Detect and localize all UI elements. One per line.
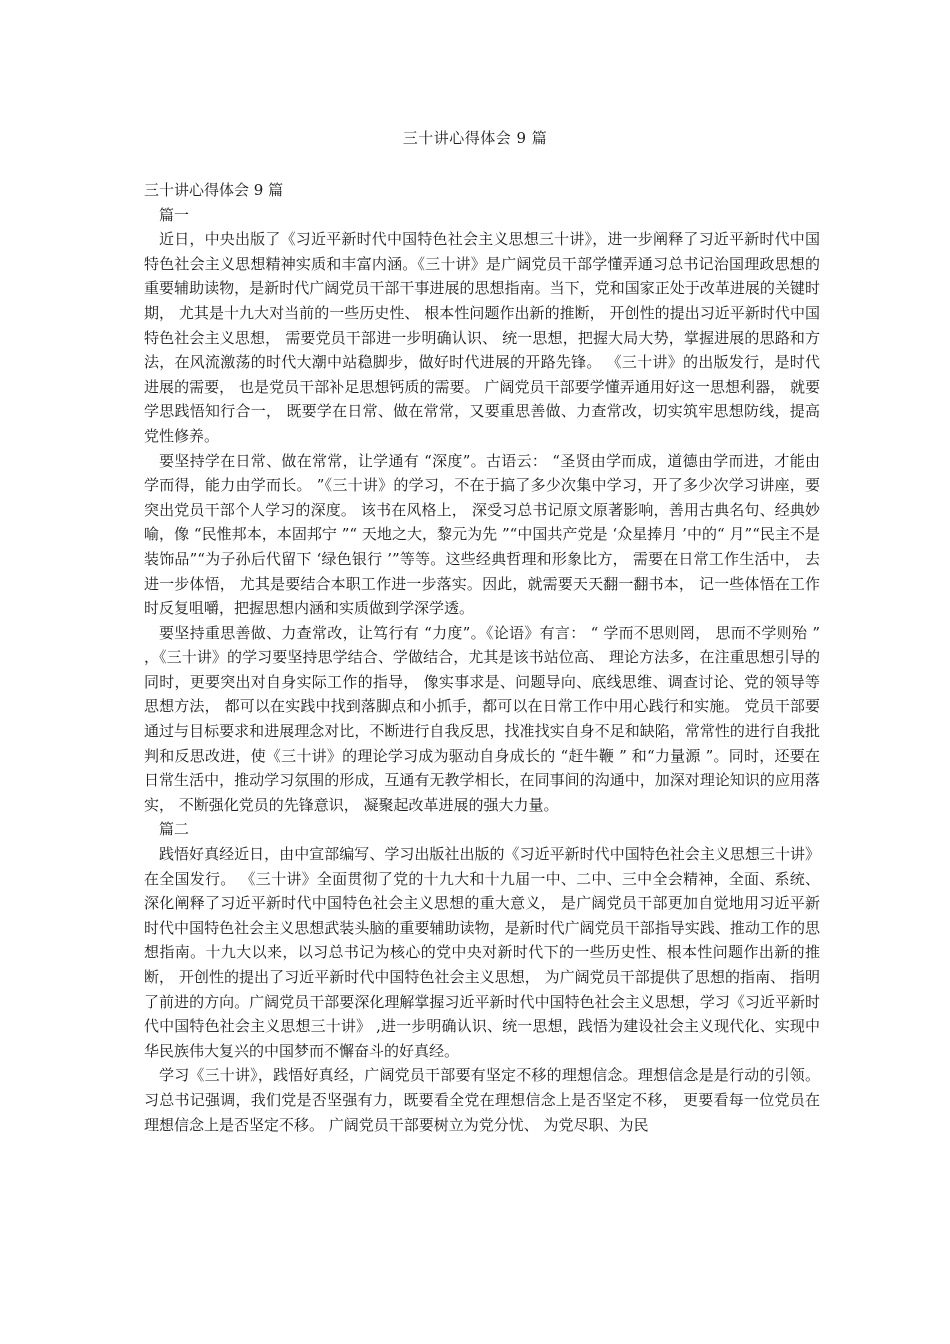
paragraph: 学习《三十讲》，践悟好真经，广阔党员干部要有坚定不移的理想信念。理想信念是是行动的引领。习总书记强调，我们党是否坚强有力，既要看全党在理想信念上是否坚定不移， 更要看每一位党员在理想信念上是否坚定不移。 广阔党员干部要树立为党分忧、 为党尽职、为民 (144, 1066, 820, 1134)
section-label-2: 篇二 (159, 820, 190, 839)
paragraph: 要坚持重思善做、力查常改，让笃行有 “力度”。《论语》有言： “ 学而不思则罔， 思而不学则殆 ” ，《三十讲》的学习要坚持思学结合、学做结合，尤其是该书站位高、 理论方法多，在注重思想引导的同时，更要突出对自身实际工作的指导， 像实事求是、问题导向、底线思维、调查讨论、党的领导等思想方法， 都可以在实践中找到落脚点和小抓手，都可以在日常工作中用心践行和实施。 党员干部要通过与目标要求和进展理念对比，不断进行自我反思，找准找实自身不足和缺陷，常常性的进行自我批判和反思改进，使《三十讲》的理论学习成为驱动自身成长的 “赶牛鞭 ” 和“力量源 ”。同时，还要在日常生活中，推动学习氛围的形成，互通有无教学相长，在同事间的沟通中，加深对理论知识的应用落实， 不断强化党员的先锋意识， 凝聚起改革进展的强大力量。 (144, 623, 820, 814)
document-subtitle: 三十讲心得体会 9 篇 (144, 181, 284, 199)
document-body (144, 178, 820, 1137)
paragraph: 近日，中央出版了《习近平新时代中国特色社会主义思想三十讲》，进一步阐释了习近平新时代中国特色社会主义思想精神实质和丰富内涵。《三十讲》是广阔党员干部学懂弄通习总书记治国理政思想的重要辅助读物，是新时代广阔党员干部干事进展的思想指南。当下，党和国家正处于改革进展的关键时期， 尤其是十九大对当前的一些历史性、 根本性问题作出新的推断， 开创性的提出习近平新时代中国特色社会主义思想， 需要党员干部进一步明确认识、 统一思想，把握大局大势，掌握进展的思路和方法，在风流激荡的时代大潮中站稳脚步，做好时代进展的开路先锋。 《三十讲》的出版发行，是时代进展的需要， 也是党员干部补足思想钙质的需要。 广阔党员干部要学懂弄通用好这一思想利器， 就要学思践悟知行合一， 既要学在日常、做在常常，又要重思善做、力查常改，切实筑牢思想防线，提高党性修养。 (144, 230, 820, 445)
paragraph: 要坚持学在日常、做在常常，让学通有 “深度”。古语云： “圣贤由学而成，道德由学而进，才能由学而得，能力由学而长。 ”《三十讲》的学习，不在于搞了多少次集中学习，开了多少次学习讲座，要突出党员干部个人学习的深度。 该书在风格上， 深受习总书记原文原著影响，善用古典名句、经典妙喻，像 “民惟邦本，本固邦宁 ”“ 天地之大，黎元为先 ”“中国共产党是 ‘众星捧月 ’中的“ 月”“民主不是装饰品”“为子孙后代留下 ‘绿色银行 ’”等等。这些经典哲理和形象比方， 需要在日常工作生活中， 去进一步体悟， 尤其是要结合本职工作进一步落实。因此，就需要天天翻一翻书本， 记一些体悟在工作时反复咀嚼，把握思想内涵和实质做到学深学透。 (144, 451, 820, 618)
document-title: 三十讲心得体会 9 篇 (402, 129, 548, 147)
section-label-1: 篇一 (159, 205, 190, 224)
paragraph: 践悟好真经近日，由中宣部编写、学习出版社出版的《习近平新时代中国特色社会主义思想三十讲》在全国发行。 《三十讲》全面贯彻了党的十九大和十九届一中、二中、三中全会精神，全面、系统、深化阐释了习近平新时代中国特色社会主义思想的重大意义， 是广阔党员干部更加自觉地用习近平新时代中国特色社会主义思想武装头脑的重要辅助读物，是新时代广阔党员干部指导实践、推动工作的思想指南。十九大以来，以习总书记为核心的党中央对新时代下的一些历史性、根本性问题作出新的推断， 开创性的提出了习近平新时代中国特色社会主义思想， 为广阔党员干部提供了思想的指南、 指明了前进的方向。广阔党员干部要深化理解掌握习近平新时代中国特色社会主义思想，学习《习近平新时代中国特色社会主义思想三十讲》 ,进一步明确认识、统一思想，践悟为建设社会主义现代化、实现中华民族伟大复兴的中国梦而不懈奋斗的好真经。 (144, 845, 820, 1060)
